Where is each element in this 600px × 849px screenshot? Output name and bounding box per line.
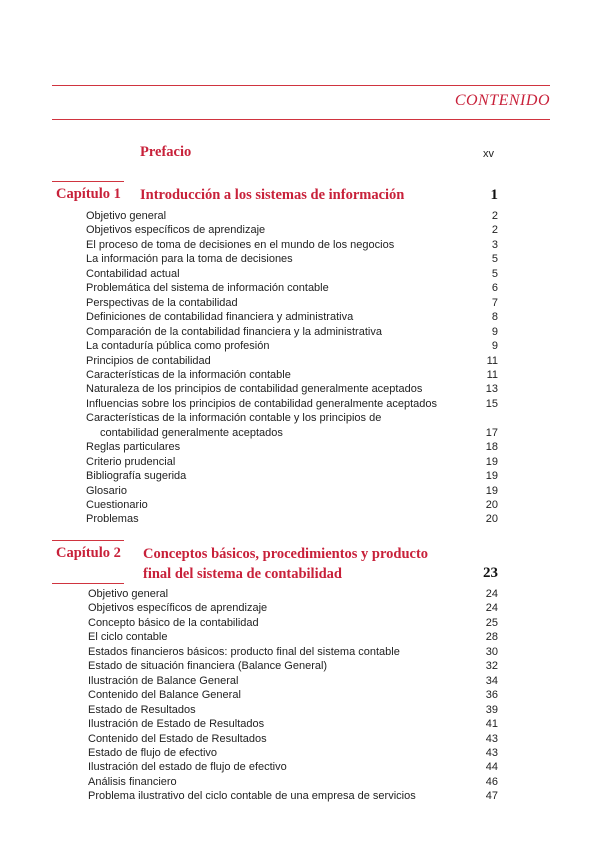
toc-entry-page: 13 bbox=[485, 383, 498, 396]
toc-entry-page: 43 bbox=[485, 732, 498, 745]
toc-entry: Concepto básico de la contabilidad bbox=[88, 616, 259, 629]
chapter-label: Capítulo 1 bbox=[56, 186, 121, 202]
chapter-label: Capítulo 2 bbox=[56, 545, 121, 561]
chapter-title: Conceptos básicos, procedimientos y producto final del sistema de contabilidad bbox=[143, 546, 429, 582]
chapter-label-rule-bottom bbox=[52, 583, 124, 584]
toc-entry-page: 7 bbox=[491, 296, 498, 309]
toc-entry-page: 32 bbox=[485, 660, 498, 673]
toc-entry: La información para la toma de decisiones bbox=[86, 253, 293, 266]
toc-entry-page: 6 bbox=[491, 282, 498, 295]
toc-entry: Contabilidad actual bbox=[86, 267, 180, 280]
preface-title: Prefacio bbox=[140, 144, 192, 160]
toc-entry: Estados financieros básicos: producto final del sistema contable bbox=[88, 645, 400, 658]
toc-entry-page: 41 bbox=[485, 718, 498, 731]
toc-entry: Naturaleza de los principios de contabilidad generalmente aceptados bbox=[86, 383, 423, 396]
toc-entry: Glosario bbox=[86, 484, 127, 497]
toc-entry: Estado de flujo de efectivo bbox=[88, 746, 218, 759]
toc-entry: Problemática del sistema de información contable bbox=[86, 282, 329, 295]
top-divider bbox=[52, 85, 550, 86]
toc-entry-page: 19 bbox=[485, 470, 498, 483]
toc-entry-page: 9 bbox=[491, 340, 498, 353]
toc-entry: Cuestionario bbox=[86, 499, 148, 511]
toc-entry: Estado de situación financiera (Balance General) bbox=[88, 660, 328, 673]
toc-entry-page: 11 bbox=[486, 354, 498, 367]
toc-entry: Problema ilustrativo del ciclo contable de una empresa de servicios bbox=[88, 790, 416, 803]
toc-entry: Principios de contabilidad bbox=[86, 354, 211, 367]
contents-heading: CONTENIDO bbox=[454, 92, 550, 109]
toc-entry-page: 5 bbox=[491, 267, 498, 280]
toc-entry-page: 20 bbox=[485, 499, 498, 511]
toc-entry: Comparación de la contabilidad financiera y la administrativa bbox=[86, 325, 382, 338]
toc-entry: Características de la información contable bbox=[86, 368, 291, 381]
toc-entry-page: 39 bbox=[485, 703, 498, 716]
toc-entry: Problemas bbox=[86, 513, 139, 526]
chapter-title: Introducción a los sistemas de información bbox=[140, 187, 405, 203]
toc-entry: El ciclo contable bbox=[88, 631, 168, 644]
toc-entry-page: 47 bbox=[485, 790, 498, 803]
toc-entry-page: 24 bbox=[485, 602, 498, 615]
toc-entry: contabilidad generalmente aceptados bbox=[100, 426, 283, 439]
toc-entry-page: 9 bbox=[491, 325, 498, 338]
preface-page: xv bbox=[483, 148, 494, 160]
toc-entry: Reglas particulares bbox=[86, 441, 181, 454]
toc-entry-page: 46 bbox=[485, 775, 498, 788]
bottom-divider bbox=[52, 119, 550, 120]
toc-entry-page: 2 bbox=[491, 224, 498, 237]
toc-entry: Objetivos específicos de aprendizaje bbox=[86, 224, 266, 237]
toc-entry-page: 2 bbox=[491, 210, 498, 222]
toc-entry-page: 44 bbox=[485, 761, 498, 774]
toc-entry: Criterio prudencial bbox=[86, 455, 176, 468]
toc-entry-page: 36 bbox=[485, 689, 498, 702]
toc-entry-page: 28 bbox=[485, 631, 498, 644]
toc-entry: Estado de Resultados bbox=[88, 703, 196, 716]
toc-entry: El proceso de toma de decisiones en el mundo de los negocios bbox=[86, 238, 395, 251]
toc-entry-page: 24 bbox=[485, 588, 498, 600]
toc-entry-page: 17 bbox=[485, 426, 498, 439]
toc-entry-page: 34 bbox=[485, 674, 498, 687]
toc-entry: Influencias sobre los principios de contabilidad generalmente aceptados bbox=[86, 397, 438, 410]
toc-entry-page: 5 bbox=[491, 253, 498, 266]
toc-entry-page: 30 bbox=[485, 645, 498, 658]
toc-entry: Análisis financiero bbox=[88, 775, 177, 788]
toc-entry-page: 19 bbox=[485, 484, 498, 497]
toc-entry: Contenido del Estado de Resultados bbox=[88, 732, 267, 745]
toc-entry: Perspectivas de la contabilidad bbox=[86, 296, 238, 309]
toc-entry: Contenido del Balance General bbox=[88, 689, 241, 702]
toc-entry: Ilustración de Estado de Resultados bbox=[88, 718, 265, 731]
toc-entry-page: 3 bbox=[491, 238, 498, 251]
toc-entry-page: 15 bbox=[485, 397, 498, 410]
toc-entry: La contaduría pública como profesión bbox=[86, 340, 270, 353]
toc-entry-page: 18 bbox=[485, 441, 498, 454]
toc-entry: Objetivos específicos de aprendizaje bbox=[88, 602, 268, 615]
toc-entry: Ilustración de Balance General bbox=[88, 674, 239, 687]
toc-entry: Bibliografía sugerida bbox=[86, 470, 187, 483]
toc-entry-page: 43 bbox=[485, 746, 498, 759]
toc-entry-page: 20 bbox=[485, 513, 498, 526]
toc-entry-page: 11 bbox=[486, 368, 498, 381]
toc-entry: Características de la información contable y los principios de bbox=[86, 412, 382, 425]
toc-entry: Definiciones de contabilidad financiera y administrativa bbox=[86, 311, 354, 324]
toc-entry-page: 25 bbox=[485, 616, 498, 629]
toc-entry: Objetivo general bbox=[88, 588, 169, 600]
toc-entry: Ilustración del estado de flujo de efectivo bbox=[88, 761, 287, 774]
chapter-label-rule bbox=[52, 181, 124, 182]
chapter-page: 1 bbox=[490, 187, 498, 203]
chapter-label-rule bbox=[52, 540, 124, 541]
chapter-page: 23 bbox=[483, 565, 498, 581]
toc-entry-page: 19 bbox=[485, 455, 498, 468]
toc-entry-page: 8 bbox=[491, 311, 498, 324]
toc-entry: Objetivo general bbox=[86, 210, 167, 222]
